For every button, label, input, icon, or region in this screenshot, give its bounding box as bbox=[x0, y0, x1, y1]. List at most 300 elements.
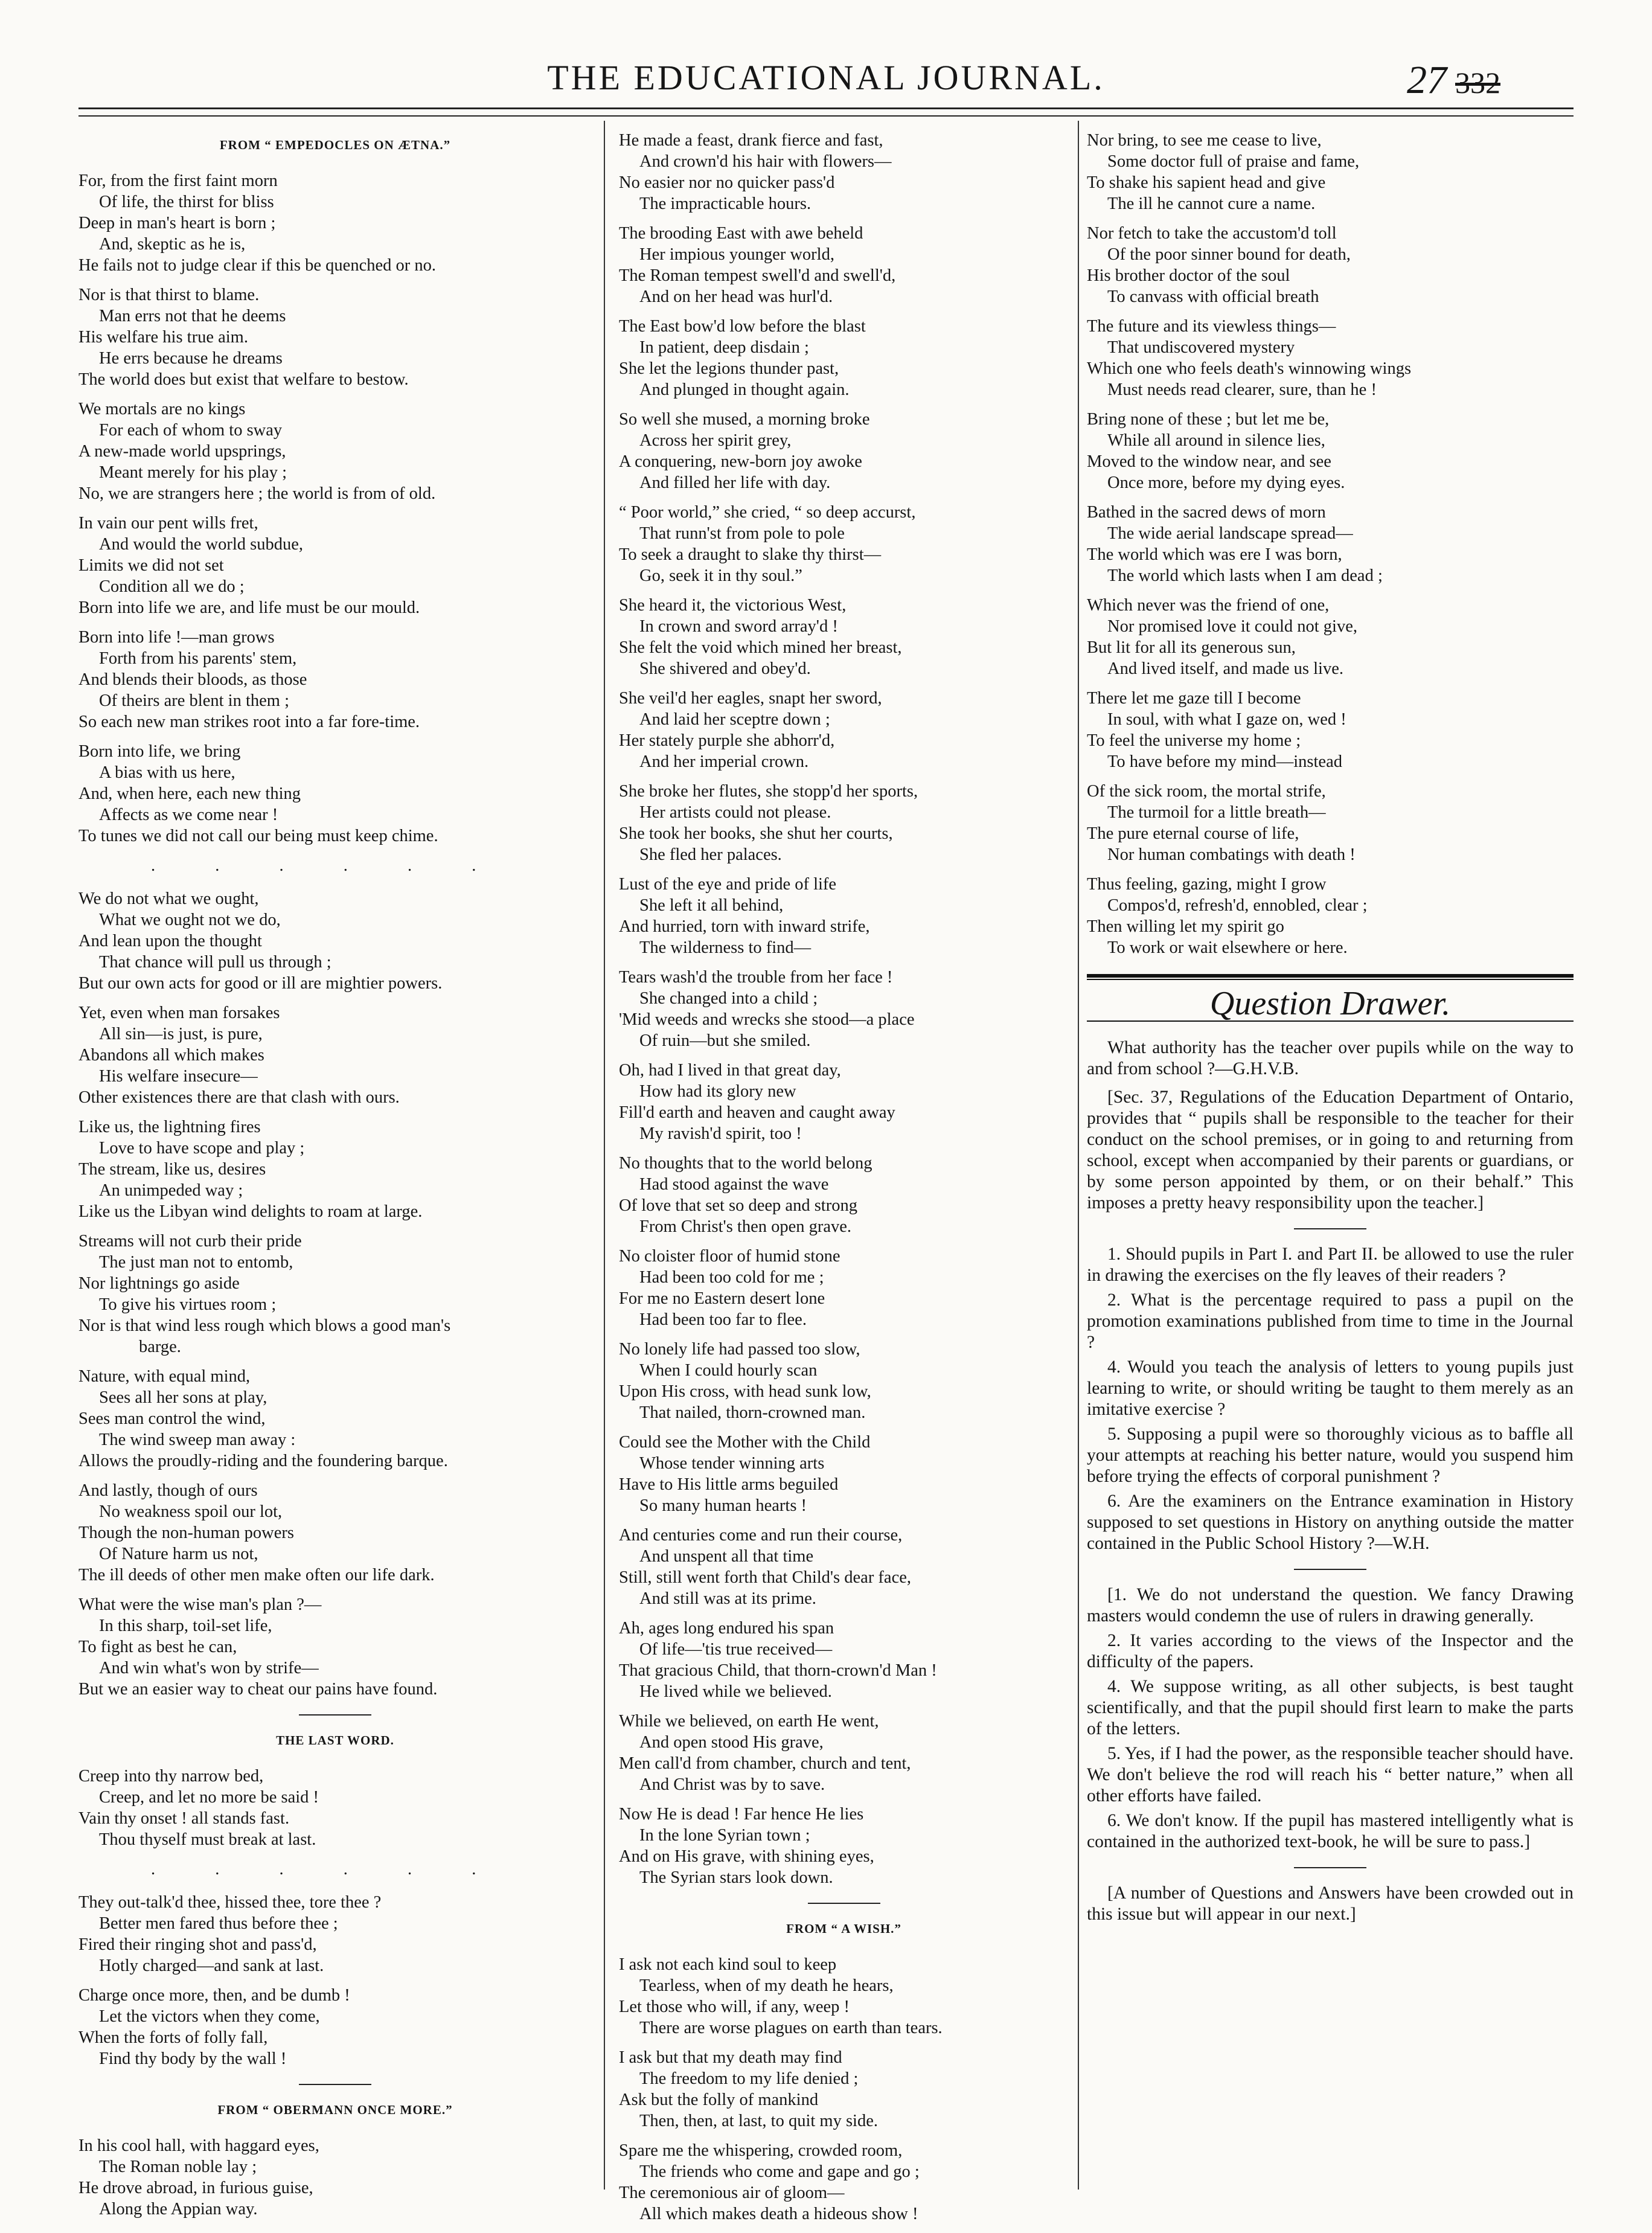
poem-line: The stream, like us, desires bbox=[78, 1160, 266, 1179]
poem-line: Tears wash'd the trouble from her face ! bbox=[619, 968, 893, 987]
question-authority: What authority has the teacher over pupils while on the way to and from school ?—G.H.V.B. bbox=[1087, 1038, 1574, 1078]
poem-line: That gracious Child, that thorn-crown'd Man ! bbox=[619, 1661, 937, 1680]
poem-stanza bbox=[619, 1339, 1069, 1423]
poem-line: The turmoil for a little breath— bbox=[1107, 803, 1326, 822]
poem-line: To feel the universe my home ; bbox=[1087, 731, 1301, 750]
poem-line: To shake his sapient head and give bbox=[1087, 173, 1326, 192]
poem-line: Nor fetch to take the accustom'd toll bbox=[1087, 224, 1337, 243]
poem-line: Nor is that wind less rough which blows a good man's bbox=[78, 1316, 451, 1335]
poem-line: A new-made world upsprings, bbox=[78, 442, 286, 461]
poem-line: His brother doctor of the soul bbox=[1087, 266, 1290, 285]
poem-line: She changed into a child ; bbox=[639, 989, 818, 1008]
poem-line: And open stood His grave, bbox=[639, 1733, 824, 1752]
qa-paragraph: 6. We don't know. If the pupil has mastered intelligently what is contained in the authorized text-book, he will be sure to pass.] bbox=[1087, 1811, 1574, 1851]
poem-line: Nor bring, to see me cease to live, bbox=[1087, 131, 1322, 150]
poem-line: And filled her life with day. bbox=[639, 473, 831, 492]
poem-stanza bbox=[1087, 409, 1574, 493]
column-separator-1 bbox=[604, 121, 605, 2190]
poem-line: Let those who will, if any, weep ! bbox=[619, 1998, 850, 2016]
poem-line: But we an easier way to cheat our pains have found. bbox=[78, 1680, 438, 1699]
poem-line: Which never was the friend of one, bbox=[1087, 596, 1330, 615]
poem-line: And on His grave, with shining eyes, bbox=[619, 1847, 874, 1866]
poem-stanza bbox=[78, 888, 592, 994]
poem-line: When the forts of folly fall, bbox=[78, 2028, 268, 2047]
poem-line: In patient, deep disdain ; bbox=[639, 338, 809, 357]
poem-stanza bbox=[78, 170, 592, 276]
poem-line: He drove abroad, in furious guise, bbox=[78, 2179, 313, 2197]
poem-line: That chance will pull us through ; bbox=[99, 953, 331, 972]
poem-stanza bbox=[619, 130, 1069, 214]
poem-line: Her stately purple she abhorr'd, bbox=[619, 731, 835, 750]
poem-line: To work or wait elsewhere or here. bbox=[1107, 938, 1348, 957]
poem-line: No weakness spoil our lot, bbox=[99, 1502, 283, 1521]
poem-line: The wind sweep man away : bbox=[99, 1430, 296, 1449]
poem-stanza bbox=[619, 1432, 1069, 1516]
section-divider bbox=[1294, 1569, 1366, 1570]
poem-line: Of life, the thirst for bliss bbox=[99, 193, 274, 211]
section-divider bbox=[1294, 1228, 1366, 1229]
poem-stanza bbox=[619, 1618, 1069, 1702]
poem-line: Go, seek it in thy soul.” bbox=[639, 566, 802, 585]
last-word-poem-a bbox=[78, 1766, 592, 1850]
page-number-handwritten: 27 bbox=[1407, 58, 1447, 102]
poem-line: The impracticable hours. bbox=[639, 194, 812, 213]
column-1 bbox=[78, 130, 592, 2228]
poem-line: Yet, even when man forsakes bbox=[78, 1004, 280, 1022]
poem-stanza bbox=[78, 399, 592, 504]
obermann-heading: FROM “ OBERMANN ONCE MORE.” bbox=[217, 2103, 453, 2117]
poem-line: Now He is dead ! Far hence He lies bbox=[619, 1805, 864, 1824]
section-divider bbox=[299, 1714, 371, 1716]
poem-line: I ask not each kind soul to keep bbox=[619, 1955, 837, 1974]
poem-line: She heard it, the victorious West, bbox=[619, 596, 847, 615]
poem-line: The East bow'd low before the blast bbox=[619, 317, 866, 336]
poem-line: So many human hearts ! bbox=[639, 1496, 807, 1515]
poem-line: His welfare his true aim. bbox=[78, 328, 248, 347]
poem-line: So each new man strikes root into a far fore-time. bbox=[78, 713, 420, 731]
poem-stanza bbox=[78, 1985, 592, 2069]
poem-stanza bbox=[78, 1116, 592, 1222]
poem-line: And, when here, each new thing bbox=[78, 784, 301, 803]
poem-line: She shivered and obey'd. bbox=[639, 659, 811, 678]
poem-line: The Roman noble lay ; bbox=[99, 2158, 257, 2176]
poem-line: And lastly, though of ours bbox=[78, 1481, 258, 1500]
answer-list bbox=[1087, 1584, 1574, 1853]
poem-stanza bbox=[78, 1366, 592, 1472]
obermann-poem-a bbox=[78, 2135, 592, 2220]
poem-line: From Christ's then open grave. bbox=[639, 1217, 852, 1236]
poem-line: In his cool hall, with haggard eyes, bbox=[78, 2136, 319, 2155]
poem-line: Vain thy onset ! all stands fast. bbox=[78, 1809, 290, 1828]
poem-line: Deep in man's heart is born ; bbox=[78, 214, 276, 232]
ellipsis-dots: . . . . . . bbox=[151, 1860, 504, 1879]
poem-line: Of theirs are blent in them ; bbox=[99, 691, 289, 710]
page-number bbox=[1407, 57, 1588, 103]
ellipsis-dots: . . . . . . bbox=[151, 856, 504, 875]
empedocles-poem-a bbox=[78, 170, 592, 847]
poem-line: Meant merely for his play ; bbox=[99, 463, 287, 482]
poem-line: His welfare insecure— bbox=[99, 1067, 258, 1086]
poem-stanza bbox=[78, 1231, 592, 1357]
qa-paragraph: 5. Supposing a pupil were so thoroughly vicious as to baffle all your attempts at reaching his better nature, would you suspend him before trying the effects of corporal punishment ? bbox=[1087, 1424, 1574, 1486]
poem-line: He lived while we believed. bbox=[639, 1682, 832, 1701]
poem-line: And plunged in thought again. bbox=[639, 380, 850, 399]
poem-line: Of life—'tis true received— bbox=[639, 1640, 833, 1659]
poem-line: Creep, and let no more be said ! bbox=[99, 1788, 319, 1807]
poem-line: And centuries come and run their course, bbox=[619, 1526, 903, 1545]
poem-line: That runn'st from pole to pole bbox=[639, 524, 845, 543]
poem-line: And still was at its prime. bbox=[639, 1589, 816, 1608]
poem-line: Some doctor full of praise and fame, bbox=[1107, 152, 1360, 171]
poem-line: Nature, with equal mind, bbox=[78, 1367, 251, 1386]
poem-line: Bring none of these ; but let me be, bbox=[1087, 410, 1330, 429]
poem-stanza bbox=[78, 284, 592, 390]
wish-poem-b bbox=[1087, 130, 1574, 958]
poem-line: Which one who feels death's winnowing wings bbox=[1087, 359, 1412, 378]
poem-line: Of the poor sinner bound for death, bbox=[1107, 245, 1351, 264]
poem-line: To fight as best he can, bbox=[78, 1638, 237, 1656]
poem-line: Thus feeling, gazing, might I grow bbox=[1087, 875, 1327, 894]
poem-stanza bbox=[619, 2140, 1069, 2225]
poem-stanza bbox=[619, 1954, 1069, 2039]
poem-line: Compos'd, refresh'd, ennobled, clear ; bbox=[1107, 896, 1368, 915]
masthead-title: THE EDUCATIONAL JOURNAL. bbox=[547, 58, 1105, 97]
poem-line: The pure eternal course of life, bbox=[1087, 824, 1299, 843]
poem-line: Nor human combatings with death ! bbox=[1107, 845, 1356, 864]
obermann-poem-b bbox=[619, 130, 1069, 1888]
poem-line: And win what's won by strife— bbox=[99, 1659, 319, 1677]
poem-line: The Roman tempest swell'd and swell'd, bbox=[619, 266, 896, 285]
poem-line: Born into life we are, and life must be our mould. bbox=[78, 598, 420, 617]
poem-line: Nor lightnings go aside bbox=[78, 1274, 240, 1293]
poem-stanza bbox=[1087, 223, 1574, 307]
poem-stanza bbox=[619, 1246, 1069, 1330]
poem-line: Abandons all which makes bbox=[78, 1046, 264, 1065]
answer-authority: [Sec. 37, Regulations of the Education Department of Ontario, provides that “ pupils shall be responsible to the teacher for their conduct on the school premises, or in going to and returning from school, except when accompanied by their parents or guardians, or by some person appointed by them, or on their behalf.” This imposes a pretty heavy responsibility upon the teacher.] bbox=[1087, 1088, 1574, 1213]
poem-line: The ill deeds of other men make often our life dark. bbox=[78, 1566, 435, 1584]
poem-stanza bbox=[1087, 688, 1574, 772]
poem-line: Men call'd from chamber, church and tent, bbox=[619, 1754, 911, 1773]
poem-line: But lit for all its generous sun, bbox=[1087, 638, 1296, 657]
poem-line: Man errs not that he deems bbox=[99, 307, 286, 325]
poem-stanza bbox=[1087, 316, 1574, 400]
poem-line: Ask but the folly of mankind bbox=[619, 2090, 819, 2109]
qa-paragraph: 1. Should pupils in Part I. and Part II. be allowed to use the ruler in drawing the exercises on the fly leaves of their readers ? bbox=[1087, 1245, 1574, 1285]
poem-stanza bbox=[1087, 781, 1574, 865]
poem-line: Her artists could not please. bbox=[639, 803, 831, 822]
poem-line: The ceremonious air of gloom— bbox=[619, 2183, 845, 2202]
poem-line: To tunes we did not call our being must keep chime. bbox=[78, 827, 438, 845]
poem-stanza bbox=[619, 1060, 1069, 1144]
poem-stanza bbox=[619, 595, 1069, 679]
poem-line: In crown and sword array'd ! bbox=[639, 617, 838, 636]
poem-line: In this sharp, toil-set life, bbox=[99, 1616, 272, 1635]
poem-line: And her imperial crown. bbox=[639, 752, 809, 771]
column-3 bbox=[1087, 130, 1574, 1932]
poem-line: Nor is that thirst to blame. bbox=[78, 286, 260, 304]
poem-line: The world does but exist that welfare to bestow. bbox=[78, 370, 409, 389]
poem-line: Ah, ages long endured his span bbox=[619, 1619, 834, 1638]
poem-line: That nailed, thorn-crowned man. bbox=[639, 1403, 866, 1422]
poem-line: Better men fared thus before thee ; bbox=[99, 1914, 338, 1933]
wish-heading: FROM “ A WISH.” bbox=[786, 1921, 901, 1936]
poem-line: The freedom to my life denied ; bbox=[639, 2069, 859, 2088]
poem-stanza bbox=[78, 1892, 592, 1976]
poem-line: And lived itself, and made us live. bbox=[1107, 659, 1343, 678]
qa-paragraph: 5. Yes, if I had the power, as the responsible teacher should have. We don't believe the rod will reach his “ better nature,” when all other efforts have failed. bbox=[1087, 1744, 1574, 1805]
poem-line: Along the Appian way. bbox=[99, 2200, 258, 2219]
poem-line: And on her head was hurl'd. bbox=[639, 287, 833, 306]
poem-line: And Christ was by to save. bbox=[639, 1775, 825, 1794]
poem-stanza bbox=[1087, 502, 1574, 586]
poem-line: So well she mused, a morning broke bbox=[619, 410, 870, 429]
section-divider bbox=[808, 1903, 880, 1904]
poem-line: My ravish'd spirit, too ! bbox=[639, 1124, 802, 1143]
poem-line: Her impious younger world, bbox=[639, 245, 834, 264]
poem-stanza bbox=[619, 2047, 1069, 2132]
poem-line: The world which was ere I was born, bbox=[1087, 545, 1342, 564]
poem-stanza bbox=[1087, 130, 1574, 214]
poem-line: Have to His little arms beguiled bbox=[619, 1475, 839, 1494]
poem-line: Then willing let my spirit go bbox=[1087, 917, 1284, 936]
poem-line: Like us the Libyan wind delights to roam at large. bbox=[78, 1202, 423, 1221]
poem-stanza bbox=[619, 1525, 1069, 1609]
poem-line: She fled her palaces. bbox=[639, 845, 782, 864]
poem-line: Whose tender winning arts bbox=[639, 1454, 825, 1473]
poem-line: Lust of the eye and pride of life bbox=[619, 875, 837, 894]
poem-line: The Syrian stars look down. bbox=[639, 1868, 833, 1887]
poem-stanza bbox=[619, 223, 1069, 307]
poem-line: And crown'd his hair with flowers— bbox=[639, 152, 892, 171]
poem-line: He errs because he dreams bbox=[99, 349, 283, 368]
poem-line: And unspent all that time bbox=[639, 1547, 814, 1566]
poem-line: “ Poor world,” she cried, “ so deep accurst, bbox=[619, 503, 916, 522]
poem-stanza bbox=[619, 1153, 1069, 1237]
header-rule-thin bbox=[78, 115, 1574, 117]
poem-stanza bbox=[78, 1002, 592, 1108]
section-divider bbox=[299, 2084, 371, 2085]
poem-line: No, we are strangers here ; the world is from of old. bbox=[78, 484, 436, 503]
poem-stanza bbox=[619, 409, 1069, 493]
poem-line: When I could hourly scan bbox=[639, 1361, 818, 1380]
poem-stanza bbox=[78, 627, 592, 732]
poem-line: Of the sick room, the mortal strife, bbox=[1087, 782, 1326, 801]
poem-line: Of Nature harm us not, bbox=[99, 1545, 258, 1563]
poem-line: Of love that set so deep and strong bbox=[619, 1196, 857, 1215]
poem-line: But our own acts for good or ill are mightier powers. bbox=[78, 974, 443, 993]
poem-line: In soul, with what I gaze on, wed ! bbox=[1107, 710, 1346, 729]
column-separator-2 bbox=[1078, 121, 1079, 2190]
poem-line: Born into life, we bring bbox=[78, 742, 241, 761]
poem-line: And, skeptic as he is, bbox=[99, 235, 246, 254]
question-drawer-rule-thin bbox=[1087, 979, 1574, 980]
poem-line: A conquering, new-born joy awoke bbox=[619, 452, 862, 471]
poem-line: Still, still went forth that Child's dear face, bbox=[619, 1568, 911, 1587]
question-drawer-title: Question Drawer. bbox=[1209, 985, 1451, 1022]
poem-line: What were the wise man's plan ?— bbox=[78, 1595, 322, 1614]
poem-line: Let the victors when they come, bbox=[99, 2007, 320, 2026]
poem-stanza bbox=[78, 1594, 592, 1700]
qa-paragraph: 2. It varies according to the views of the Inspector and the difficulty of the papers. bbox=[1087, 1631, 1574, 1671]
question-list bbox=[1087, 1244, 1574, 1554]
header-rule bbox=[78, 107, 1574, 109]
poem-line: Nor promised love it could not give, bbox=[1107, 617, 1357, 636]
poem-line: There let me gaze till I become bbox=[1087, 689, 1301, 708]
column-2 bbox=[619, 130, 1069, 2233]
poem-line: No cloister floor of humid stone bbox=[619, 1247, 840, 1266]
poem-line: Condition all we do ; bbox=[99, 577, 245, 596]
crowded-out-note: [A number of Questions and Answers have been crowded out in this issue but will appear in our next.] bbox=[1087, 1883, 1574, 1924]
poem-line: Creep into thy narrow bed, bbox=[78, 1767, 264, 1786]
poem-line: She felt the void which mined her breast, bbox=[619, 638, 902, 657]
poem-line: She let the legions thunder past, bbox=[619, 359, 839, 378]
poem-line: And hurried, torn with inward strife, bbox=[619, 917, 870, 936]
poem-line: All which makes death a hideous show ! bbox=[639, 2205, 918, 2223]
poem-line: Fill'd earth and heaven and caught away bbox=[619, 1103, 895, 1122]
poem-stanza bbox=[619, 874, 1069, 958]
poem-line: Oh, had I lived in that great day, bbox=[619, 1061, 841, 1080]
poem-line: Other existences there are that clash with ours. bbox=[78, 1088, 400, 1107]
poem-line: And blends their bloods, as those bbox=[78, 670, 307, 689]
poem-line: Allows the proudly-riding and the foundering barque. bbox=[78, 1452, 448, 1470]
poem-line: Tearless, when of my death he hears, bbox=[639, 1976, 894, 1995]
qa-paragraph: 6. Are the examiners on the Entrance examination in History supposed to set questions in History on anything outside the matter contained in the Public School History ?—W.H. bbox=[1087, 1491, 1574, 1553]
poem-line: Of ruin—but she smiled. bbox=[639, 1031, 811, 1050]
poem-line: Streams will not curb their pride bbox=[78, 1232, 302, 1251]
poem-line: For each of whom to sway bbox=[99, 421, 283, 440]
qa-paragraph: 4. Would you teach the analysis of letters to young pupils just learning to write, or should writing be taught to them merely as an imitative exercise ? bbox=[1087, 1357, 1574, 1419]
poem-line: To canvass with official breath bbox=[1107, 287, 1319, 306]
poem-line: While all around in silence lies, bbox=[1107, 431, 1325, 450]
poem-line: Could see the Mother with the Child bbox=[619, 1433, 871, 1452]
poem-line: The wilderness to find— bbox=[639, 938, 812, 957]
poem-line: To seek a draught to slake thy thirst— bbox=[619, 545, 882, 564]
poem-line: Though the non-human powers bbox=[78, 1523, 294, 1542]
poem-line: In vain our pent wills fret, bbox=[78, 514, 258, 533]
poem-line: Once more, before my dying eyes. bbox=[1107, 473, 1345, 492]
poem-stanza bbox=[619, 316, 1069, 400]
poem-line: I ask but that my death may find bbox=[619, 2048, 842, 2067]
wish-poem-a bbox=[619, 1954, 1069, 2225]
empedocles-poem-b bbox=[78, 888, 592, 1700]
poem-line: The ill he cannot cure a name. bbox=[1107, 194, 1316, 213]
poem-stanza bbox=[1087, 595, 1574, 679]
poem-line: Love to have scope and play ; bbox=[99, 1139, 305, 1158]
poem-line: Forth from his parents' stem, bbox=[99, 649, 297, 668]
poem-line: And lean upon the thought bbox=[78, 932, 262, 950]
poem-line: Sees all her sons at play, bbox=[99, 1388, 267, 1407]
poem-line: Moved to the window near, and see bbox=[1087, 452, 1331, 471]
poem-line: And laid her sceptre down ; bbox=[639, 710, 830, 729]
poem-line: 'Mid weeds and wrecks she stood—a place bbox=[619, 1010, 915, 1029]
poem-line: She took her books, she shut her courts, bbox=[619, 824, 893, 843]
poem-line: For, from the first faint morn bbox=[78, 171, 278, 190]
poem-stanza bbox=[619, 967, 1069, 1051]
poem-line: Had been too cold for me ; bbox=[639, 1268, 824, 1287]
poem-line: A bias with us here, bbox=[99, 763, 235, 782]
poem-stanza bbox=[78, 2135, 592, 2220]
poem-stanza bbox=[619, 781, 1069, 865]
poem-line: For me no Eastern desert lone bbox=[619, 1289, 825, 1308]
poem-line: Spare me the whispering, crowded room, bbox=[619, 2141, 903, 2160]
poem-line: Fired their ringing shot and pass'd, bbox=[78, 1935, 317, 1954]
poem-line: He made a feast, drank fierce and fast, bbox=[619, 131, 883, 150]
poem-line: All sin—is just, is pure, bbox=[99, 1025, 263, 1043]
poem-line: They out-talk'd thee, hissed thee, tore thee ? bbox=[78, 1893, 382, 1912]
poem-line: She broke her flutes, she stopp'd her sports, bbox=[619, 782, 918, 801]
qa-paragraph: 2. What is the percentage required to pass a pupil on the promotion examinations published from time to time in the Journal ? bbox=[1087, 1290, 1574, 1352]
poem-stanza bbox=[619, 1711, 1069, 1795]
poem-line: And would the world subdue, bbox=[99, 535, 304, 554]
poem-stanza bbox=[78, 741, 592, 847]
poem-line: No thoughts that to the world belong bbox=[619, 1154, 872, 1173]
poem-line: Then, then, at last, to quit my side. bbox=[639, 2112, 878, 2130]
last-word-heading: THE LAST WORD. bbox=[276, 1733, 394, 1748]
poem-line: Upon His cross, with head sunk low, bbox=[619, 1382, 871, 1401]
poem-line: We do not what we ought, bbox=[78, 889, 259, 908]
poem-line: Find thy body by the wall ! bbox=[99, 2049, 287, 2068]
qa-paragraph: [1. We do not understand the question. We fancy Drawing masters would condemn the use of rulers in drawing generally. bbox=[1087, 1585, 1574, 1626]
poem-line: Bathed in the sacred dews of morn bbox=[1087, 503, 1326, 522]
empedocles-heading: FROM “ EMPEDOCLES ON ÆTNA.” bbox=[219, 138, 451, 152]
poem-line: He fails not to judge clear if this be quenched or no. bbox=[78, 256, 436, 275]
qa-paragraph: 4. We suppose writing, as all other subjects, is best taught scientifically, and that the pupil should first learn to make the parts of the letters. bbox=[1087, 1677, 1574, 1738]
poem-line: Must needs read clearer, sure, than he ! bbox=[1107, 380, 1377, 399]
poem-stanza bbox=[78, 1480, 592, 1586]
poem-stanza bbox=[619, 502, 1069, 586]
poem-line: An unimpeded way ; bbox=[99, 1181, 243, 1200]
poem-line: The brooding East with awe beheld bbox=[619, 224, 863, 243]
poem-stanza bbox=[619, 1804, 1069, 1888]
poem-line: Limits we did not set bbox=[78, 556, 224, 575]
poem-line: Born into life !—man grows bbox=[78, 628, 275, 647]
poem-line: The just man not to entomb, bbox=[99, 1253, 293, 1272]
poem-line: The world which lasts when I am dead ; bbox=[1107, 566, 1383, 585]
poem-line: The friends who come and gape and go ; bbox=[639, 2162, 920, 2181]
poem-line: Hotly charged—and sank at last. bbox=[99, 1956, 324, 1975]
poem-line: What we ought not we do, bbox=[99, 911, 281, 929]
poem-stanza bbox=[619, 688, 1069, 772]
poem-line: There are worse plagues on earth than tears. bbox=[639, 2019, 943, 2037]
poem-line: The future and its viewless things— bbox=[1087, 317, 1336, 336]
poem-line: To give his virtues room ; bbox=[99, 1295, 277, 1314]
poem-line: In the lone Syrian town ; bbox=[639, 1826, 810, 1845]
poem-stanza bbox=[78, 1766, 592, 1850]
question-drawer-rule bbox=[1087, 974, 1574, 978]
poem-line: How had its glory new bbox=[639, 1082, 796, 1101]
poem-line: To have before my mind—instead bbox=[1107, 752, 1342, 771]
poem-line: No lonely life had passed too slow, bbox=[619, 1340, 860, 1359]
poem-line: Sees man control the wind, bbox=[78, 1409, 266, 1428]
poem-line: barge. bbox=[139, 1338, 181, 1356]
poem-line: That undiscovered mystery bbox=[1107, 338, 1295, 357]
poem-line: She left it all behind, bbox=[639, 896, 784, 915]
poem-line: The wide aerial landscape spread— bbox=[1107, 524, 1353, 543]
poem-line: Affects as we come near ! bbox=[99, 806, 278, 824]
section-divider bbox=[1294, 1867, 1366, 1868]
poem-stanza bbox=[78, 513, 592, 618]
poem-line: Had stood against the wave bbox=[639, 1175, 829, 1194]
poem-line: While we believed, on earth He went, bbox=[619, 1712, 879, 1731]
poem-line: We mortals are no kings bbox=[78, 400, 246, 418]
last-word-poem-b bbox=[78, 1892, 592, 2069]
poem-line: No easier nor no quicker pass'd bbox=[619, 173, 835, 192]
poem-line: Had been too far to flee. bbox=[639, 1310, 807, 1329]
poem-stanza bbox=[1087, 874, 1574, 958]
poem-line: She veil'd her eagles, snapt her sword, bbox=[619, 689, 882, 708]
old-page-number: 332 bbox=[1455, 66, 1500, 100]
poem-line: Across her spirit grey, bbox=[639, 431, 792, 450]
